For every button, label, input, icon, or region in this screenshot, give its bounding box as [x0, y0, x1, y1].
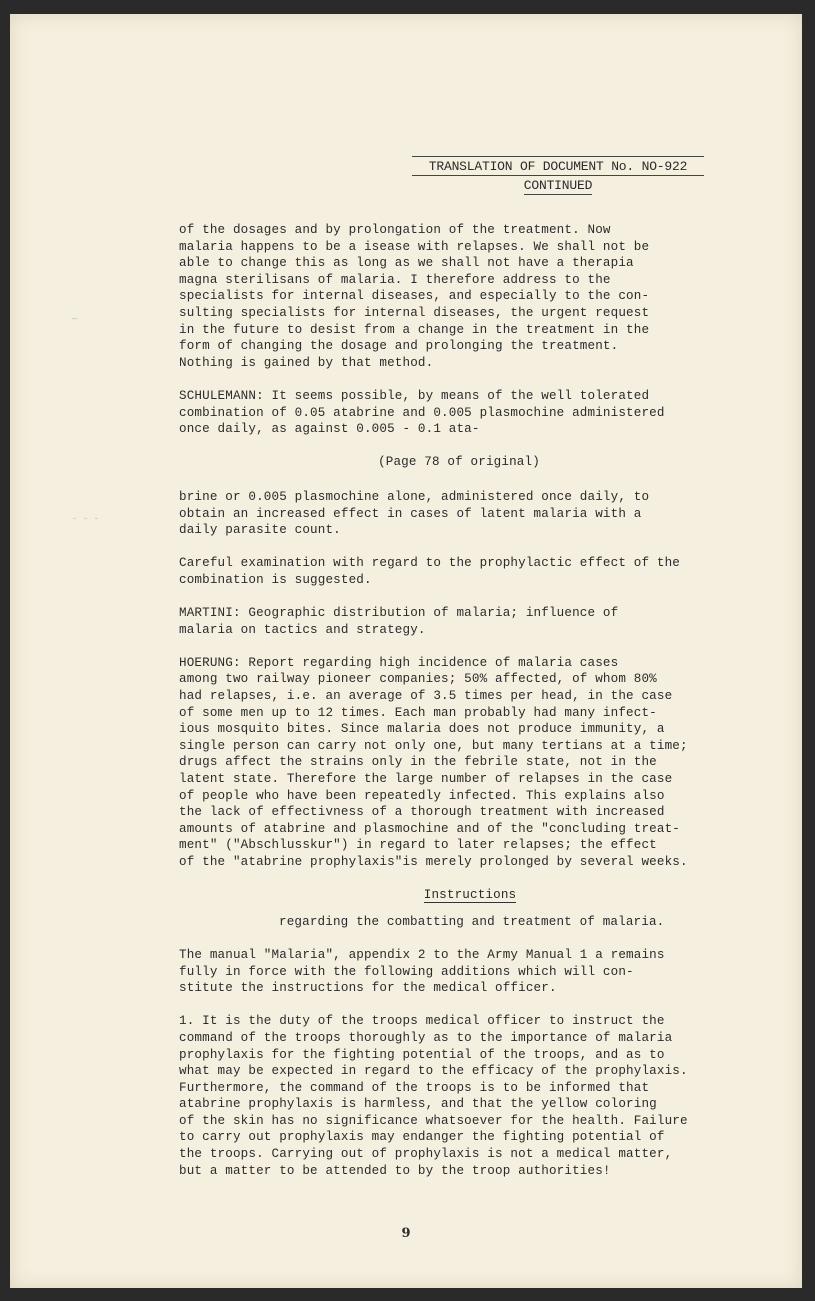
section-subtitle: regarding the combatting and treatment of malaria. — [279, 914, 665, 929]
paragraph-dosage: of the dosages and by prolongation of the treatment. Now malaria happens to be a isease with relapses. We shall not be able to change this as long as we shall not have a therapia magna sterilisans of malaria. I therefore address to the specialists for internal diseases, and especially to the con- sulting specialists for internal diseases, the urgent request in the future to desist from a change in the treatment in the form of changing the dosage and prolonging the treatment. Nothing is gained by that method. — [179, 223, 650, 370]
paragraph-schulemann: SCHULEMANN: It seems possible, by means of the well tolerated combination of 0.05 atabrine and 0.005 plasmochine administered once daily, as against 0.005 - 0.1 ata- — [179, 388, 665, 437]
paragraph-manual: The manual "Malaria", appendix 2 to the Army Manual 1 a remains fully in force with the following additions which will con- stitute the instructions for the medical officer. — [179, 947, 665, 996]
header-continued: CONTINUED — [523, 178, 593, 193]
document-page — [10, 14, 802, 1288]
original-page-note: (Page 78 of original) — [378, 455, 540, 470]
paragraph-careful-examination: Careful examination with regard to the prophylactic effect of the combination is suggested. — [179, 556, 680, 587]
paragraph-martini: MARTINI: Geographic distribution of malaria; influence of malaria on tactics and strategy. — [179, 606, 619, 637]
document-body — [179, 222, 721, 1196]
paragraph-latent-malaria: brine or 0.005 plasmochine alone, administered once daily, to obtain an increased effect in cases of latent malaria with a daily parasite count. — [179, 489, 650, 538]
margin-mark: — — [72, 314, 78, 324]
section-title-text: Instructions — [423, 888, 517, 903]
section-title — [179, 887, 721, 904]
page-number: 9 — [401, 1226, 411, 1241]
header-title: TRANSLATION OF DOCUMENT No. NO-922 — [412, 156, 704, 176]
document-header — [412, 156, 704, 195]
margin-mark: - - - — [72, 514, 100, 524]
paragraph-hoerung: HOERUNG: Report regarding high incidence of malaria cases among two railway pioneer companies; 50% affected, of whom 80% had relapses, i.e. an average of 3.5 times per head, in the case of some men up to 12 times. Each man probably had many infect- ious mosquito bites. Since malaria does not produce immunity, a single person can carry not only one, but many tertians at a time; drugs affect the strains only in the febrile state, not in the latent state. Therefore the large number of relapses in the case of people who have been repeatedly infected. This explains also the lack of effectivness of a thorough treatment with increased amounts of atabrine and plasmochine and of the "concluding treat- ment" ("Abschlusskur") in regard to later relapses; the effect of the "atabrine prophylaxis"is merely prolonged by several weeks. — [179, 655, 688, 869]
paragraph-instruction-1: 1. It is the duty of the troops medical officer to instruct the command of the troops thoroughly as to the importance of malaria prophylaxis for the fighting potential of the troops, and as to what may be expected in regard to the efficacy of the prophylaxis. Furthermore, the command of the troops is to be informed that atabrine prophylaxis is harmless, and that the yellow coloring of the skin has no significance whatsoever for the health. Failure to carry out prophylaxis may endanger the fighting potential of the troops. Carrying out of prophylaxis is not a medical matter, but a matter to be attended to by the troop authorities! — [179, 1014, 688, 1178]
